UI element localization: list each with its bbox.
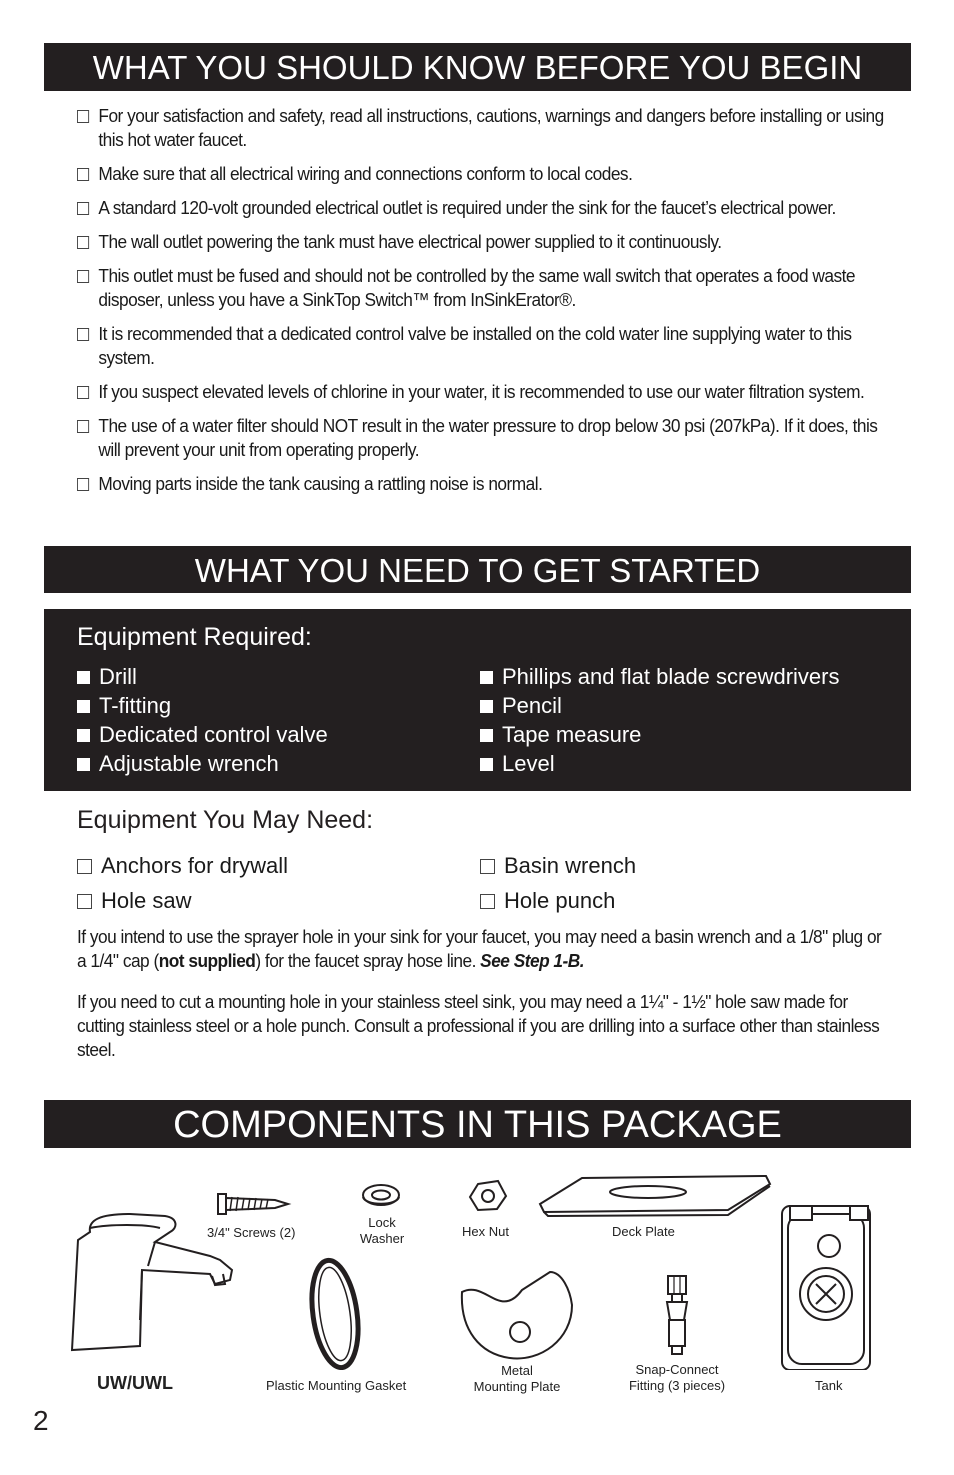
optional-item [480,883,636,918]
checkbox-icon [77,386,89,399]
lock-washer-label-1: Lock [368,1215,396,1230]
know-item-text: It is recommended that a dedicated control valve be installed on the cold water line supplying water to this system. [98,323,852,368]
know-list [77,104,902,506]
checkbox-icon [77,859,92,874]
equipment-required-box [44,609,911,791]
equipment-may-need-title: Equipment You May Need: [77,806,374,834]
required-item-text: Level [502,751,555,776]
checkbox-icon [77,478,89,491]
mounting-plate-label-2: Mounting Plate [473,1379,561,1394]
step-reference: See Step 1-B. [480,950,585,971]
equipment-required-right [480,662,840,778]
section-title-know: WHAT YOU SHOULD KNOW BEFORE YOU BEGIN [44,43,911,91]
know-item [77,380,898,404]
mounting-plate-label [470,1363,564,1395]
know-item [77,104,898,152]
mounting-plate-label-1: Metal [501,1363,533,1378]
required-item [77,720,328,749]
filled-square-icon [77,700,90,713]
mounting-hole-note: If you need to cut a mounting hole in your stainless steel sink, you may need a 1¼" - 1½" hole saw made for cutting stainless steel or a hole punch. Consult a professional if you are drilling into a surface other than stainless steel. [77,991,880,1060]
lock-washer-label [358,1215,406,1247]
optional-item-text: Basin wrench [504,853,637,878]
filled-square-icon [480,700,493,713]
required-item [480,720,840,749]
checkbox-icon [77,236,89,249]
mounting-plate-icon [462,1272,572,1358]
filled-square-icon [77,671,90,684]
know-item-text: This outlet must be fused and should not be controlled by the same wall switch that operates a food waste disposer, unless you have a SinkTop Switch™ from InSinkErator®. [98,265,856,310]
para1-text-a: If you intend to use the sprayer hole in your sink for your faucet, you may need a basin wrench and a 1/8" plug or a 1/4" cap ( [77,926,882,971]
required-item-text: Phillips and flat blade screwdrivers [502,664,840,689]
page-number: 2 [33,1405,49,1436]
lock-washer-icon [363,1185,399,1205]
snap-fitting-label-1: Snap-Connect [635,1362,719,1377]
optional-item-text: Anchors for drywall [101,853,289,878]
snap-fitting-label [621,1362,733,1394]
filled-square-icon [480,758,493,771]
lock-washer-label-2: Washer [359,1231,405,1246]
tank-icon [782,1206,870,1370]
required-item [480,749,840,778]
know-item-text: If you suspect elevated levels of chlorine in your water, it is recommended to use our water filtration system. [98,381,865,402]
know-item [77,414,898,462]
deck-plate-icon [540,1176,770,1216]
components-illustration [60,1170,910,1370]
section-title-need: WHAT YOU NEED TO GET STARTED [44,546,911,593]
para1-bold: not supplied [158,950,256,971]
screws-label: 3/4" Screws (2) [207,1225,296,1240]
filled-square-icon [480,671,493,684]
hex-nut-icon [470,1181,506,1210]
optional-item [77,848,288,883]
equipment-may-need-right [480,848,636,918]
equipment-required-left [77,662,328,778]
know-item [77,196,898,220]
gasket-icon [306,1257,365,1370]
required-item-text: Tape measure [502,722,642,747]
faucet-model-label: UW/UWL [97,1373,173,1393]
required-item-text: Drill [99,664,137,689]
equipment-required-title: Equipment Required: [77,623,312,651]
know-item-text: For your satisfaction and safety, read all instructions, cautions, warnings and dangers before installing or using this hot water faucet. [98,105,884,150]
know-item-text: Make sure that all electrical wiring and connections conform to local codes. [98,163,633,184]
required-item [77,662,328,691]
know-item-text: A standard 120-volt grounded electrical outlet is required under the sink for the faucet’s electrical power. [98,197,836,218]
tank-label: Tank [815,1378,843,1393]
checkbox-icon [480,859,495,874]
know-item-text: The use of a water filter should NOT result in the water pressure to drop below 30 psi (207kPa). If it does, this will prevent your unit from operating properly. [98,415,878,460]
required-item-text: Adjustable wrench [99,751,279,776]
snap-fitting-icon [667,1276,687,1354]
know-item [77,264,898,312]
checkbox-icon [77,420,89,433]
checkbox-icon [480,894,495,909]
filled-square-icon [77,758,90,771]
checkbox-icon [77,168,89,181]
required-item [77,691,328,720]
checkbox-icon [77,202,89,215]
optional-item-text: Hole punch [504,888,616,913]
required-item [480,662,840,691]
para1-text-b: ) for the faucet spray hose line. [255,950,481,971]
checkbox-icon [77,328,89,341]
screw-icon [218,1194,288,1214]
know-item-text: The wall outlet powering the tank must have electrical power supplied to it continuously. [98,231,722,252]
snap-fitting-label-2: Fitting (3 pieces) [628,1378,726,1393]
know-item [77,322,898,370]
checkbox-icon [77,270,89,283]
know-item [77,162,898,186]
gasket-label: Plastic Mounting Gasket [266,1378,407,1393]
required-item-text: Pencil [502,693,562,718]
optional-item [77,883,288,918]
know-item [77,230,898,254]
optional-item-text: Hole saw [101,888,192,913]
required-item-text: T-fitting [99,693,172,718]
required-item [77,749,328,778]
section-title-components: COMPONENTS IN THIS PACKAGE [44,1100,911,1148]
filled-square-icon [77,729,90,742]
equipment-may-need-left [77,848,288,918]
checkbox-icon [77,894,92,909]
checkbox-icon [77,110,89,123]
required-item-text: Dedicated control valve [99,722,328,747]
required-item [480,691,840,720]
know-item [77,472,898,496]
optional-item [480,848,636,883]
deck-plate-label: Deck Plate [612,1224,675,1239]
know-item-text: Moving parts inside the tank causing a rattling noise is normal. [98,473,543,494]
hex-nut-label: Hex Nut [462,1224,509,1239]
filled-square-icon [480,729,493,742]
sprayer-hole-note [77,925,886,973]
